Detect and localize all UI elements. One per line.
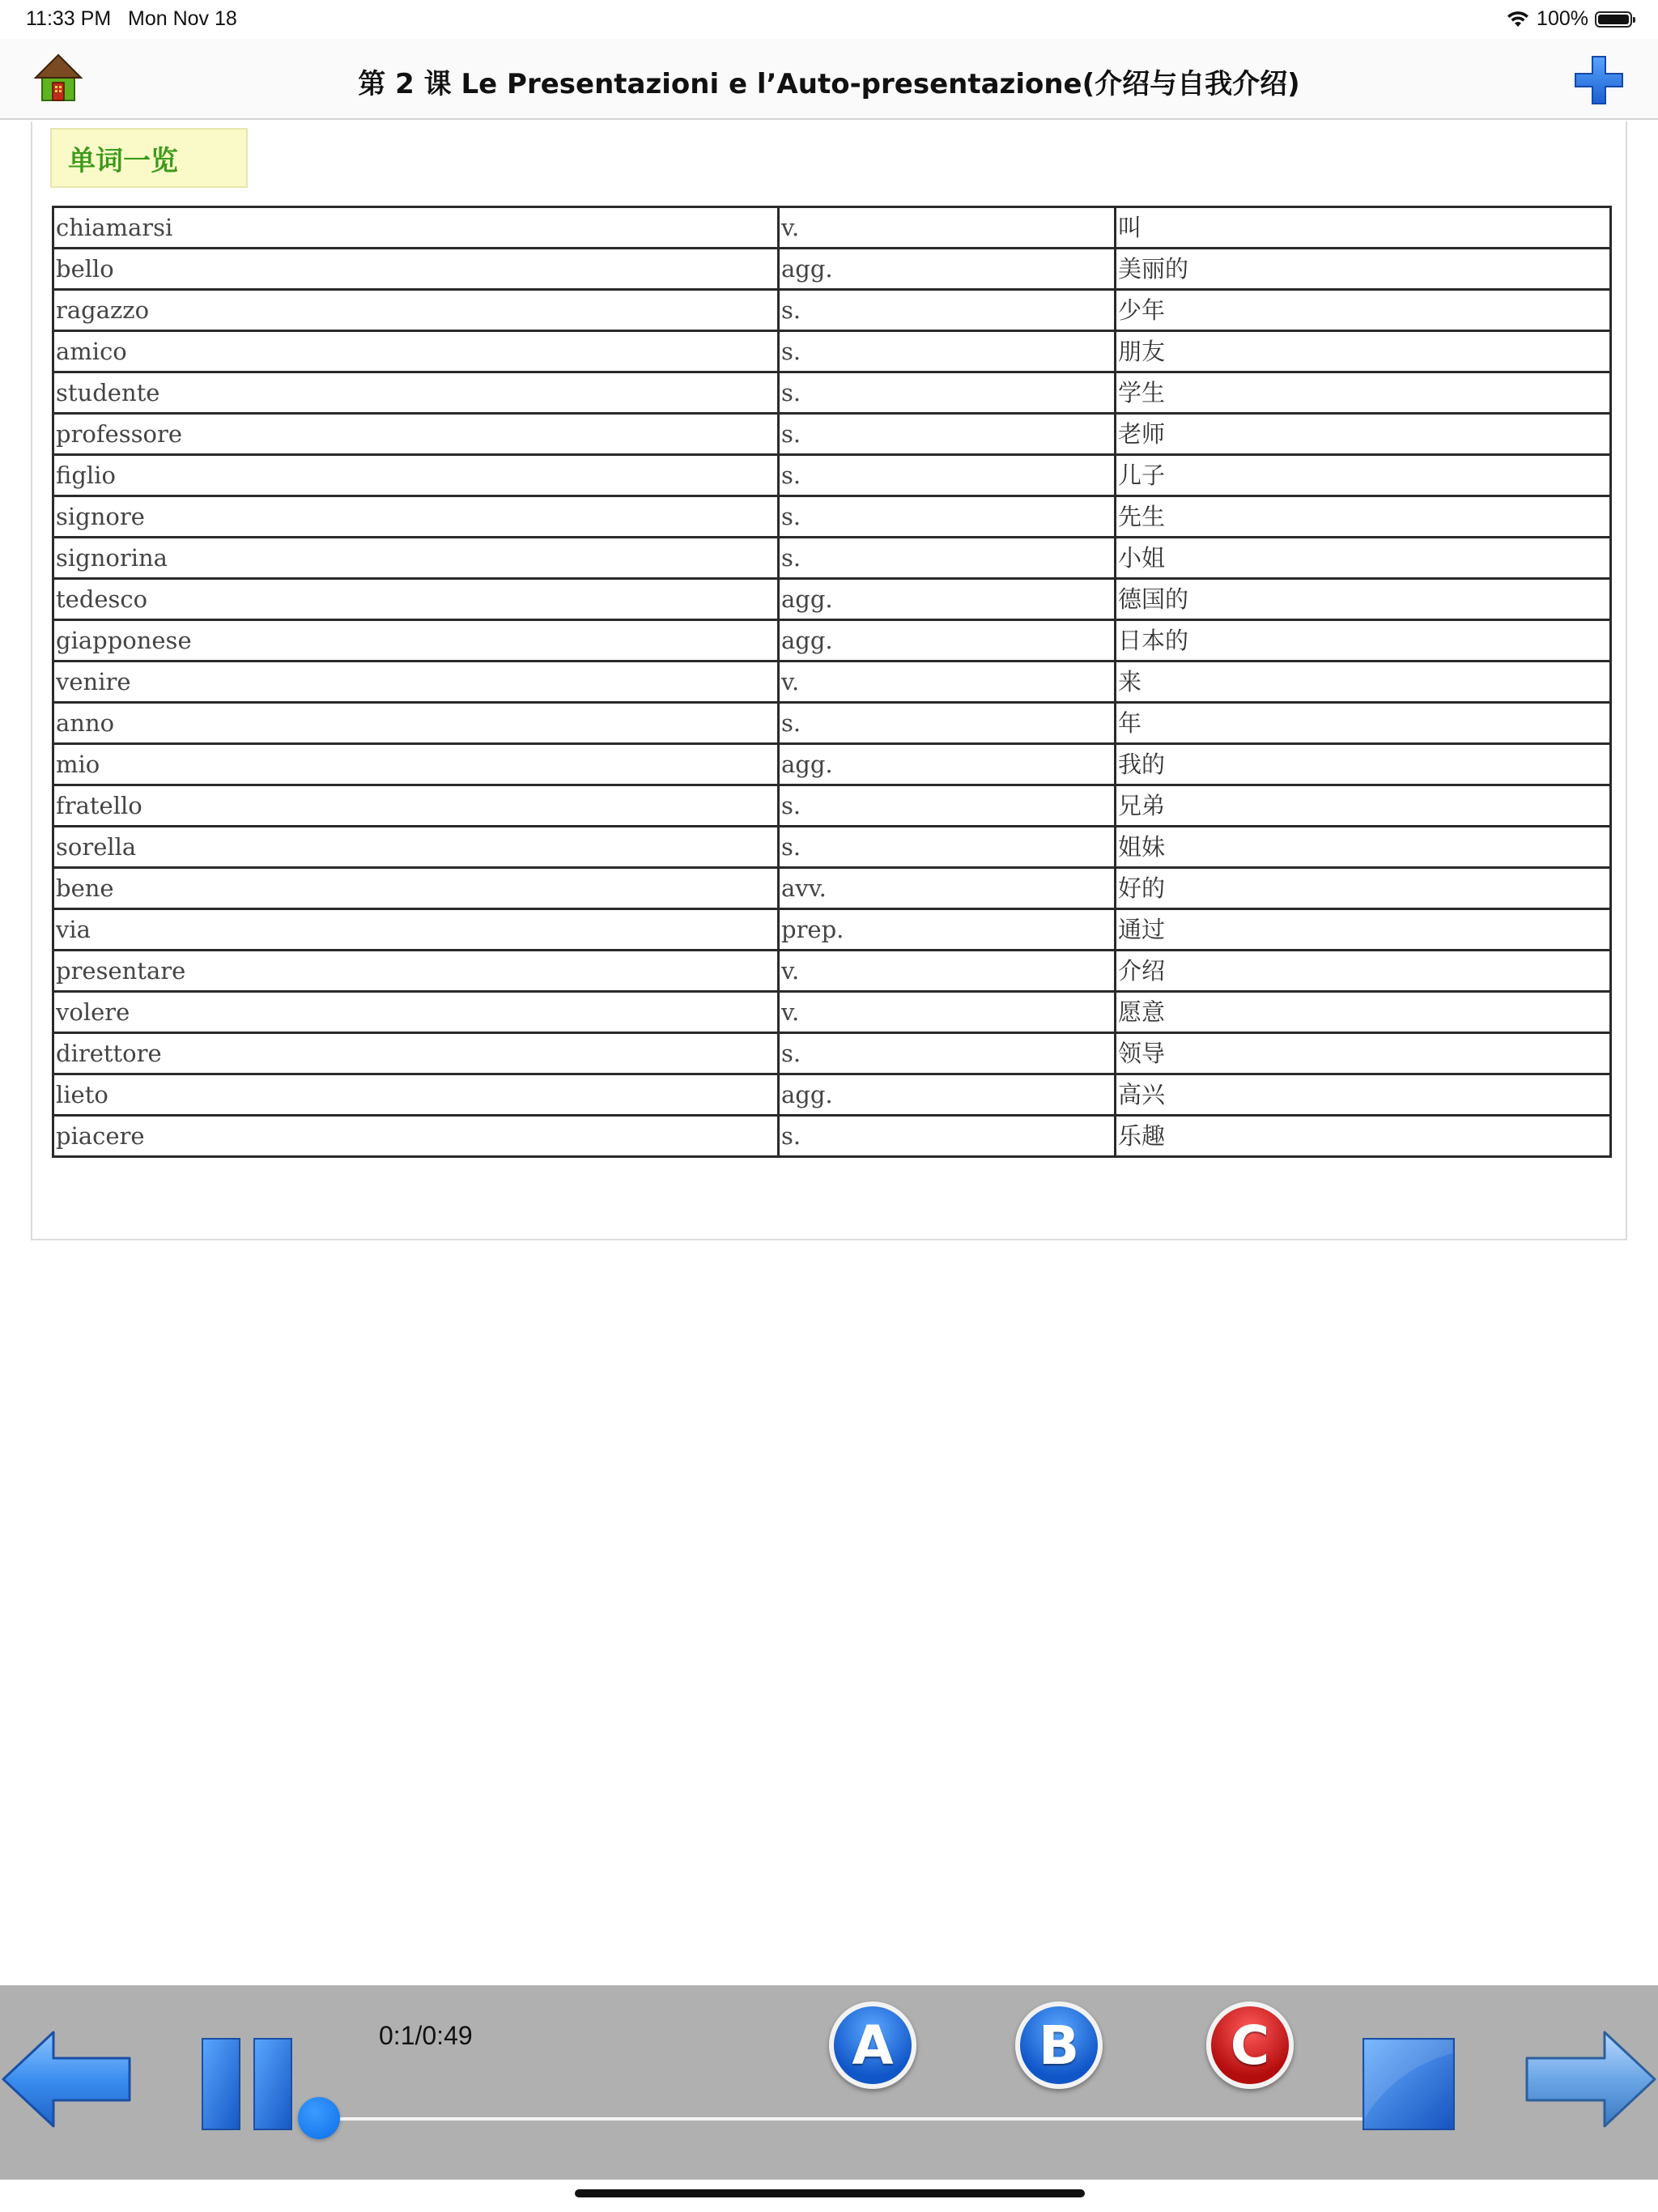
word-cell: studente	[53, 372, 779, 414]
table-row	[53, 785, 1611, 827]
plus-icon	[1572, 53, 1626, 107]
table-row	[53, 661, 1611, 703]
table-row	[53, 455, 1611, 496]
part-of-speech-cell: agg.	[779, 249, 1116, 290]
word-cell: ragazzo	[53, 290, 779, 331]
progress-track[interactable]	[298, 2117, 1363, 2121]
status-bar	[0, 0, 1658, 39]
status-right	[1506, 7, 1632, 31]
part-of-speech-cell: s.	[779, 1116, 1116, 1157]
translation-cell: 朋友	[1116, 331, 1611, 372]
translation-cell: 姐妹	[1116, 827, 1611, 868]
section-title: 单词一览	[50, 128, 248, 188]
translation-cell: 高兴	[1116, 1074, 1611, 1116]
table-row	[53, 744, 1611, 785]
progress-thumb[interactable]	[298, 2097, 340, 2139]
part-of-speech-cell: s.	[779, 455, 1116, 496]
a-button[interactable]: A	[829, 2001, 916, 2089]
status-date: Mon Nov 18	[128, 7, 237, 30]
word-cell: bene	[53, 868, 779, 909]
table-row	[53, 496, 1611, 538]
translation-cell: 通过	[1116, 909, 1611, 951]
table-row	[53, 1033, 1611, 1074]
stop-icon	[1362, 2037, 1456, 2131]
translation-cell: 叫	[1116, 207, 1611, 249]
previous-button[interactable]	[0, 2027, 133, 2131]
nav-bar	[0, 39, 1658, 120]
part-of-speech-cell: s.	[779, 372, 1116, 414]
c-button[interactable]: C	[1206, 2001, 1294, 2089]
word-cell: via	[53, 909, 779, 951]
table-row	[53, 290, 1611, 331]
word-cell: tedesco	[53, 579, 779, 620]
part-of-speech-cell: s.	[779, 290, 1116, 331]
status-time: 11:33 PM	[26, 7, 112, 30]
table-row	[53, 1116, 1611, 1157]
part-of-speech-cell: v.	[779, 951, 1116, 992]
translation-cell: 乐趣	[1116, 1116, 1611, 1157]
word-cell: sorella	[53, 827, 779, 868]
word-cell: signorina	[53, 538, 779, 579]
arrow-right-icon	[1522, 2027, 1658, 2131]
word-cell: volere	[53, 992, 779, 1033]
next-button[interactable]	[1522, 2027, 1658, 2131]
part-of-speech-cell: agg.	[779, 579, 1116, 620]
table-row	[53, 579, 1611, 620]
part-of-speech-cell: s.	[779, 538, 1116, 579]
audio-player	[0, 1985, 1658, 2180]
translation-cell: 兄弟	[1116, 785, 1611, 827]
home-indicator[interactable]	[575, 2189, 1085, 2197]
part-of-speech-cell: s.	[779, 496, 1116, 538]
table-row	[53, 703, 1611, 744]
translation-cell: 介绍	[1116, 951, 1611, 992]
table-row	[53, 207, 1611, 249]
part-of-speech-cell: v.	[779, 992, 1116, 1033]
word-cell: anno	[53, 703, 779, 744]
part-of-speech-cell: s.	[779, 703, 1116, 744]
word-cell: figlio	[53, 455, 779, 496]
playback-time: 0:1/0:49	[379, 2021, 473, 2050]
b-button[interactable]: B	[1015, 2001, 1103, 2089]
word-cell: fratello	[53, 785, 779, 827]
word-cell: lieto	[53, 1074, 779, 1116]
translation-cell: 小姐	[1116, 538, 1611, 579]
word-cell: bello	[53, 249, 779, 290]
table-row	[53, 414, 1611, 455]
part-of-speech-cell: avv.	[779, 868, 1116, 909]
translation-cell: 日本的	[1116, 620, 1611, 661]
table-row	[53, 827, 1611, 868]
pause-icon	[201, 2037, 295, 2131]
translation-cell: 先生	[1116, 496, 1611, 538]
table-row	[53, 538, 1611, 579]
word-cell: amico	[53, 331, 779, 372]
part-of-speech-cell: v.	[779, 207, 1116, 249]
part-of-speech-cell: agg.	[779, 1074, 1116, 1116]
word-cell: chiamarsi	[53, 207, 779, 249]
translation-cell: 美丽的	[1116, 249, 1611, 290]
table-row	[53, 620, 1611, 661]
page-title: 第 2 课 Le Presentazioni e l’Auto-presentazione(介绍与自我介绍)	[358, 68, 1300, 100]
translation-cell: 愿意	[1116, 992, 1611, 1033]
word-cell: piacere	[53, 1116, 779, 1157]
table-row	[53, 951, 1611, 992]
wifi-icon	[1506, 11, 1530, 28]
word-cell: direttore	[53, 1033, 779, 1074]
word-cell: signore	[53, 496, 779, 538]
translation-cell: 我的	[1116, 744, 1611, 785]
translation-cell: 儿子	[1116, 455, 1611, 496]
part-of-speech-cell: prep.	[779, 909, 1116, 951]
translation-cell: 来	[1116, 661, 1611, 703]
table-row	[53, 992, 1611, 1033]
vocabulary-table	[52, 206, 1612, 1158]
content-panel	[31, 121, 1627, 1240]
translation-cell: 德国的	[1116, 579, 1611, 620]
part-of-speech-cell: s.	[779, 827, 1116, 868]
word-cell: giapponese	[53, 620, 779, 661]
table-row	[53, 868, 1611, 909]
translation-cell: 老师	[1116, 414, 1611, 455]
part-of-speech-cell: v.	[779, 661, 1116, 703]
translation-cell: 学生	[1116, 372, 1611, 414]
word-cell: presentare	[53, 951, 779, 992]
pause-button[interactable]	[201, 2037, 295, 2131]
part-of-speech-cell: agg.	[779, 620, 1116, 661]
word-cell: mio	[53, 744, 779, 785]
word-cell: venire	[53, 661, 779, 703]
word-cell: professore	[53, 414, 779, 455]
part-of-speech-cell: s.	[779, 1033, 1116, 1074]
stop-button[interactable]	[1362, 2037, 1456, 2131]
arrow-left-icon	[0, 2027, 133, 2131]
part-of-speech-cell: s.	[779, 785, 1116, 827]
table-row	[53, 1074, 1611, 1116]
battery-icon	[1595, 11, 1632, 28]
table-row	[53, 372, 1611, 414]
translation-cell: 领导	[1116, 1033, 1611, 1074]
table-row	[53, 249, 1611, 290]
translation-cell: 年	[1116, 703, 1611, 744]
table-row	[53, 909, 1611, 951]
part-of-speech-cell: agg.	[779, 744, 1116, 785]
translation-cell: 好的	[1116, 868, 1611, 909]
part-of-speech-cell: s.	[779, 414, 1116, 455]
add-button[interactable]	[1572, 53, 1626, 107]
table-row	[53, 331, 1611, 372]
translation-cell: 少年	[1116, 290, 1611, 331]
battery-percent: 100%	[1537, 7, 1588, 30]
part-of-speech-cell: s.	[779, 331, 1116, 372]
